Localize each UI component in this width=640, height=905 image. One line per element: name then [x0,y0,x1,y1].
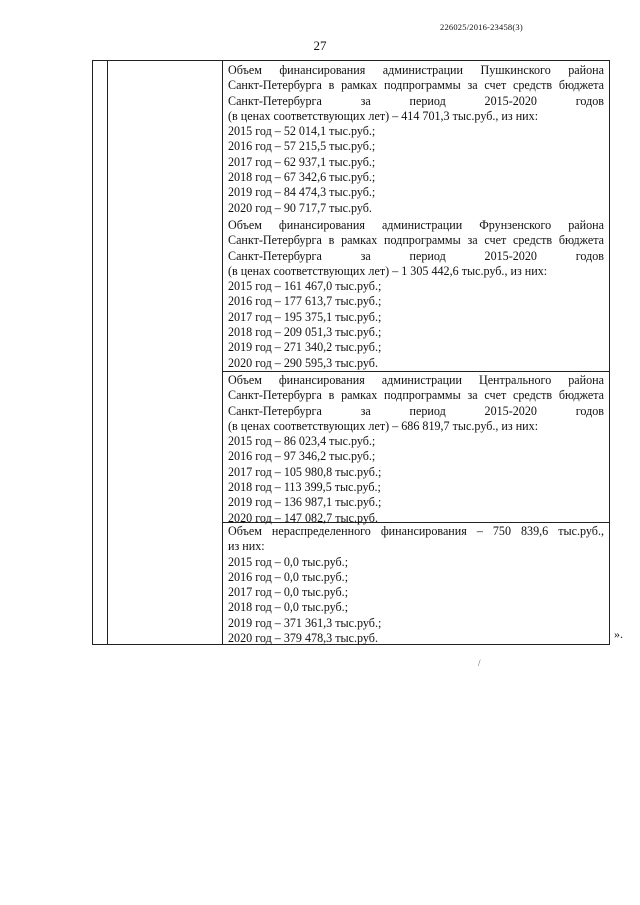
block-text-line: Санкт-Петербурга за период 2015-2020 годов [228,248,604,263]
page-number: 27 [313,38,327,53]
block-text-line: Объем нераспределенного финансирования – 750 839,6 тыс.руб., [228,524,604,538]
year-line: 2015 год – 0,0 тыс.руб.; [228,554,349,569]
block-text-line: (в ценах соответствующих лет) – 1 305 442,6 тыс.руб., из них: [228,263,548,278]
year-line: 2017 год – 62 937,1 тыс.руб.; [228,154,376,169]
funding-block-pushkinsky [228,63,604,216]
block-text-line: Объем финансирования администрации Центрального района [228,373,604,387]
funding-block-unallocated [228,524,604,646]
block-text-line: из них: [228,539,265,554]
block-text-line: Санкт-Петербурга за период 2015-2020 годов [228,403,604,418]
year-line: 2016 год – 97 346,2 тыс.руб.; [228,449,376,464]
year-line: 2018 год – 113 399,5 тыс.руб.; [228,480,381,495]
row-divider [222,371,609,372]
year-line: 2015 год – 161 467,0 тыс.руб.; [228,279,382,294]
block-text-line: Санкт-Петербурга за период 2015-2020 годов [228,93,604,108]
year-line: 2016 год – 0,0 тыс.руб.; [228,569,349,584]
year-line: 2019 год – 271 340,2 тыс.руб.; [228,340,382,355]
year-line: 2019 год – 136 987,1 тыс.руб.; [228,495,382,510]
year-line: 2015 год – 86 023,4 тыс.руб.; [228,434,376,449]
block-text-line: (в ценах соответствующих лет) – 414 701,3 тыс.руб., из них: [228,108,539,123]
year-line: 2018 год – 0,0 тыс.руб.; [228,600,349,615]
year-line: 2019 год – 84 474,3 тыс.руб.; [228,185,376,200]
column-divider [222,61,223,644]
year-line: 2020 год – 379 478,3 тыс.руб. [228,631,378,646]
block-text-line: Объем финансирования администрации Фрунзенского района [228,218,604,232]
column-divider [107,61,108,644]
closing-quote-mark: ». [614,627,623,641]
funding-table [92,60,610,645]
document-id: 226025/2016-23458(3) [440,22,523,32]
year-line: 2018 год – 209 051,3 тыс.руб.; [228,325,382,340]
funding-block-tsentralny [228,373,604,526]
block-text-line: Санкт-Петербурга в рамках подпрограммы за счет средств бюджета [228,78,604,93]
year-line: 2016 год – 177 613,7 тыс.руб.; [228,294,382,309]
year-line: 2020 год – 290 595,3 тыс.руб. [228,355,378,370]
year-line: 2016 год – 57 215,5 тыс.руб.; [228,139,376,154]
block-text-line: Санкт-Петербурга в рамках подпрограммы за счет средств бюджета [228,388,604,403]
year-line: 2017 год – 195 375,1 тыс.руб.; [228,309,382,324]
year-line: 2017 год – 0,0 тыс.руб.; [228,585,349,600]
funding-block-frunzensky [228,218,604,371]
year-line: 2018 год – 67 342,6 тыс.руб.; [228,170,376,185]
year-line: 2019 год – 371 361,3 тыс.руб.; [228,615,382,630]
year-line: 2020 год – 90 717,7 тыс.руб. [228,200,372,215]
block-text-line: (в ценах соответствующих лет) – 686 819,7 тыс.руб., из них: [228,418,539,433]
year-line: 2020 год – 147 082,7 тыс.руб. [228,510,378,525]
block-text-line: Санкт-Петербурга в рамках подпрограммы за счет средств бюджета [228,233,604,248]
stray-pen-mark: / [478,658,481,668]
year-line: 2017 год – 105 980,8 тыс.руб.; [228,464,382,479]
block-text-line: Объем финансирования администрации Пушкинского района [228,63,604,77]
year-line: 2015 год – 52 014,1 тыс.руб.; [228,124,376,139]
